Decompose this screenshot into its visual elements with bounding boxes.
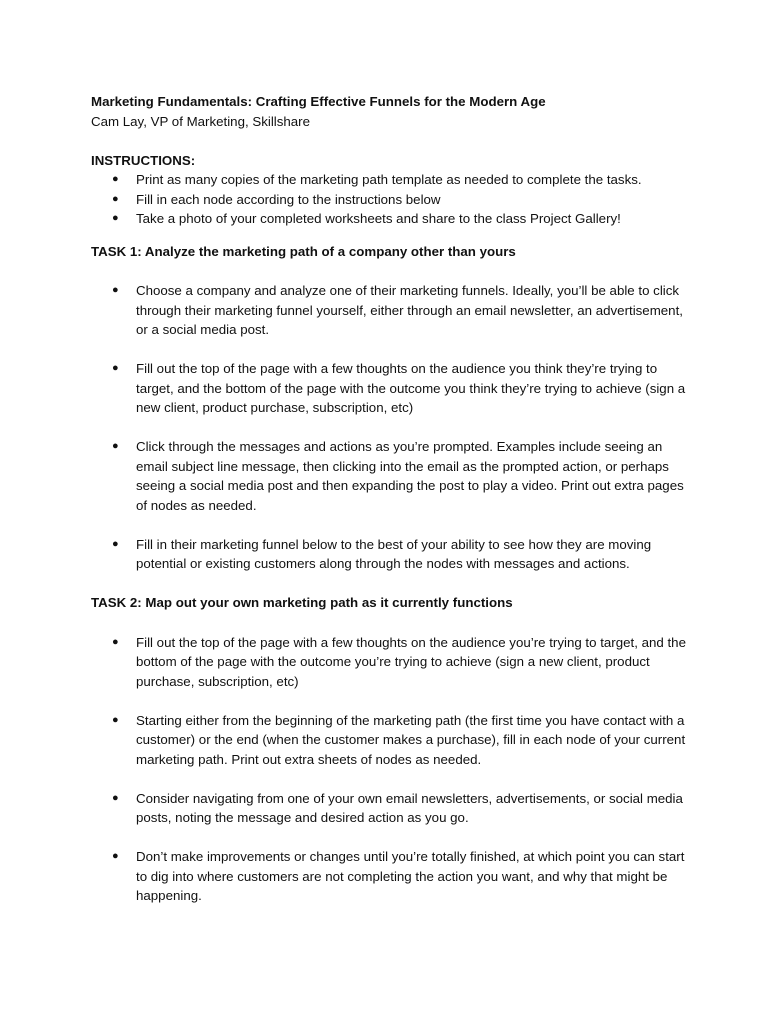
instructions-list — [91, 170, 691, 229]
list-item-text: Print as many copies of the marketing path template as needed to complete the tasks. — [136, 172, 642, 187]
bullet-icon: ● — [112, 791, 119, 804]
bullet-icon: ● — [112, 212, 119, 224]
list-item — [91, 633, 691, 692]
bullet-icon: ● — [112, 284, 119, 296]
list-item-text: Choose a company and analyze one of their marketing funnels. Ideally, you’ll be able to click through their marketing funnel yourself, either through an email newsletter, an advertisement, or a social media post. — [136, 283, 683, 337]
instructions-heading: INSTRUCTIONS: — [91, 152, 196, 168]
list-item — [91, 789, 691, 828]
document-page — [91, 92, 691, 925]
task-1-heading: TASK 1: Analyze the marketing path of a company other than yours — [91, 243, 516, 259]
task-1-list — [91, 281, 691, 574]
spacer — [91, 131, 691, 151]
list-item — [91, 209, 691, 229]
list-item-text: Fill out the top of the page with a few thoughts on the audience you’re trying to target, and the bottom of the page with the outcome you’re trying to achieve (sign a new client, product purchase, subscription, etc) — [136, 634, 686, 689]
list-item-text: Don’t make improvements or changes until you’re totally finished, at which point you can start to dig into where customers are not completing the action you want, and why that might be happening. — [136, 849, 685, 903]
task-2-heading: TASK 2: Map out your own marketing path as it currently functions — [91, 595, 513, 610]
list-item — [91, 359, 691, 418]
list-item-text: Fill out the top of the page with a few thoughts on the audience you think they’re trying to target, and the bottom of the page with the outcome you think they’re trying to achieve (sign a new client, product purchase, subscription, etc) — [136, 361, 686, 415]
bullet-icon: ● — [112, 362, 119, 374]
list-item-text: Starting either from the beginning of the marketing path (the first time you have contact with a customer) or the end (when the customer makes a purchase), fill in each node of your current marketing path. Print out extra sheets of nodes as needed. — [136, 712, 686, 767]
bullet-icon: ● — [112, 537, 119, 550]
list-item — [91, 847, 691, 906]
document-title: Marketing Fundamentals: Crafting Effective Funnels for the Modern Age — [91, 94, 546, 109]
list-item — [91, 190, 691, 210]
list-item-text: Fill in each node according to the instructions below — [136, 191, 441, 207]
list-item — [91, 170, 691, 190]
list-item — [91, 535, 691, 574]
list-item-text: Take a photo of your completed worksheets and share to the class Project Gallery! — [136, 211, 621, 226]
list-item-text: Fill in their marketing funnel below to the best of your ability to see how they are moving potential or existing customers along through the nodes with messages and actions. — [136, 536, 652, 571]
document-author: Cam Lay, VP of Marketing, Skillshare — [91, 113, 310, 129]
task-2-list — [91, 633, 691, 906]
bullet-icon: ● — [112, 173, 119, 185]
list-item — [91, 281, 691, 340]
list-item — [91, 711, 691, 770]
bullet-icon: ● — [112, 850, 119, 862]
bullet-icon: ● — [112, 713, 119, 726]
bullet-icon: ● — [112, 440, 119, 452]
bullet-icon: ● — [112, 192, 119, 205]
bullet-icon: ● — [112, 635, 119, 648]
list-item-text: Click through the messages and actions as you’re prompted. Examples include seeing an email subject line message, then clicking into the email as the prompted action, or perhaps seeing a social media post and then expanding the post to play a video. Print out extra pages of nodes as needed. — [136, 439, 684, 513]
list-item — [91, 437, 691, 515]
list-item-text: Consider navigating from one of your own email newsletters, advertisements, or social media posts, noting the message and desired action as you go. — [136, 790, 683, 825]
